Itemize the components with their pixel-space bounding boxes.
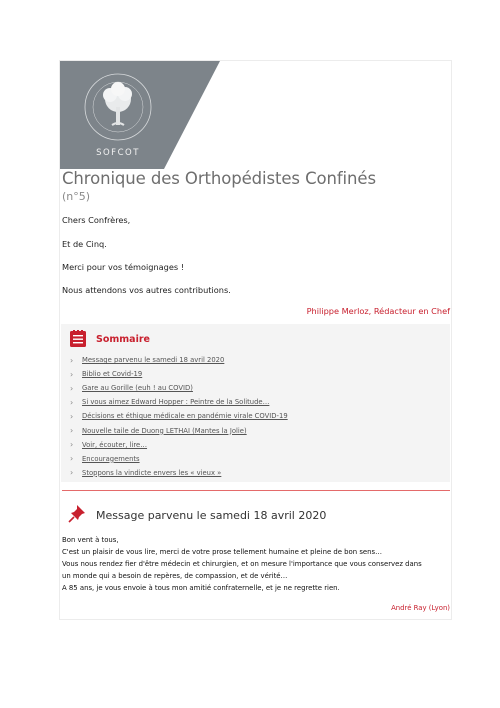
chevron-right-icon: › bbox=[70, 369, 74, 379]
list-item bbox=[70, 395, 288, 409]
list-icon bbox=[70, 330, 86, 347]
message-line: Vous nous rendez fier d'être médecin et chirurgien, et on mesure l'importance que vous conservez dans bbox=[62, 560, 422, 568]
section-divider bbox=[62, 490, 450, 491]
toc-link[interactable]: Si vous aimez Edward Hopper : Peintre de la Solitude… bbox=[82, 398, 270, 407]
toc-link[interactable]: Nouvelle taile de Duong LETHAI (Mantes la Jolie) bbox=[82, 426, 247, 435]
chevron-right-icon: › bbox=[70, 426, 74, 436]
message-line: un monde qui a besoin de repères, de compassion, et de vérité… bbox=[62, 572, 288, 580]
message-signature: André Ray (Lyon) bbox=[391, 604, 450, 612]
pushpin-icon bbox=[68, 503, 88, 523]
list-item bbox=[70, 466, 288, 480]
message-line: C'est un plaisir de vous lire, merci de votre prose tellement humaine et pleine de bon sens… bbox=[62, 548, 383, 556]
issue-number: (n°5) bbox=[62, 190, 91, 203]
intro-paragraph-1: Et de Cinq. bbox=[62, 239, 107, 249]
editor-signature: Philippe Merloz, Rédacteur en Chef bbox=[306, 306, 450, 316]
list-item bbox=[70, 353, 288, 367]
toc-title: Sommaire bbox=[96, 334, 150, 345]
list-item bbox=[70, 438, 288, 452]
toc-link[interactable]: Encouragements bbox=[82, 454, 140, 463]
logo-brand: SOFCOT bbox=[96, 148, 140, 158]
chevron-right-icon: › bbox=[70, 355, 74, 365]
list-item bbox=[70, 409, 288, 423]
list-item bbox=[70, 423, 288, 437]
chevron-right-icon: › bbox=[70, 468, 74, 478]
sofcot-logo bbox=[60, 61, 220, 169]
toc-link[interactable]: Décisions et éthique médicale en pandémie virale COVID-19 bbox=[82, 412, 288, 421]
list-item bbox=[70, 367, 288, 381]
salutation: Chers Confrères, bbox=[62, 215, 131, 225]
toc-link[interactable]: Biblio et Covid-19 bbox=[82, 370, 143, 379]
message-line: A 85 ans, je vous envoie à tous mon amitié confraternelle, et je ne regrette rien. bbox=[62, 584, 340, 592]
toc-link[interactable]: Voir, écouter, lire… bbox=[82, 440, 148, 449]
chevron-right-icon: › bbox=[70, 397, 74, 407]
list-item bbox=[70, 452, 288, 466]
intro-paragraph-2: Merci pour vos témoignages ! bbox=[62, 262, 185, 272]
section-title: Message parvenu le samedi 18 avril 2020 bbox=[96, 509, 327, 522]
chevron-right-icon: › bbox=[70, 383, 74, 393]
toc-link[interactable]: Gare au Gorille (euh ! au COVID) bbox=[82, 384, 193, 393]
page-title: Chronique des Orthopédistes Confinés bbox=[62, 169, 376, 188]
toc-link[interactable]: Stoppons la vindicte envers les « vieux » bbox=[82, 468, 222, 477]
chevron-right-icon: › bbox=[70, 454, 74, 464]
chevron-right-icon: › bbox=[70, 411, 74, 421]
toc-link[interactable]: Message parvenu le samedi 18 avril 2020 bbox=[82, 356, 225, 365]
intro-paragraph-3: Nous attendons vos autres contributions. bbox=[62, 285, 231, 295]
chevron-right-icon: › bbox=[70, 440, 74, 450]
list-item bbox=[70, 381, 288, 395]
message-line: Bon vent à tous, bbox=[62, 536, 119, 544]
toc-list bbox=[70, 353, 288, 480]
